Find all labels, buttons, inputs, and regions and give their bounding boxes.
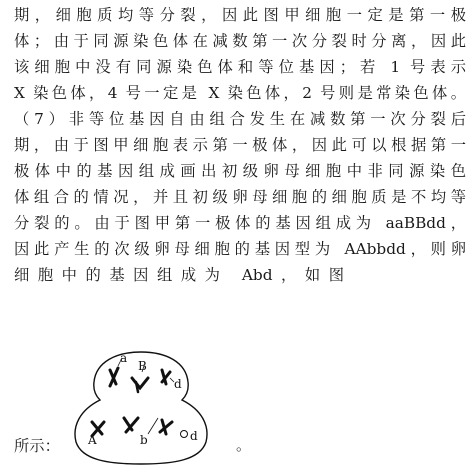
label-B-top: B (138, 359, 147, 373)
label-d-bottom: d (190, 429, 198, 443)
text-line-5: （7）非等位基因自由组合发生在减数第一次分裂后 (14, 110, 466, 128)
text-line-2: 体；由于同源染色体在减数第一次分裂时分离，因此 (14, 32, 466, 50)
label-d-top: d (174, 377, 182, 391)
answer-paragraph (14, 2, 466, 288)
lower-chromosomes (92, 418, 172, 436)
label-A-bottom: A (88, 433, 97, 447)
text-line-11: 细胞中的基因组成为 Abd，如图 (14, 266, 344, 284)
text-line-7: 极体中的基因组成画出初级卵母细胞中非同源染色 (14, 162, 466, 180)
cell-division-diagram (66, 348, 216, 466)
text-line-1: 期，细胞质均等分裂，因此图甲细胞一定是第一极 (14, 6, 466, 24)
figure-caption: 所示： (14, 437, 60, 455)
text-line-10: 因此产生的次级卵母细胞的基因型为 AAbbdd，则卵 (14, 240, 466, 258)
text-line-9: 分裂的。由于图甲第一极体的基因组成为 aaBBdd， (14, 214, 466, 232)
caption-end-mark: 。 (236, 436, 252, 454)
text-line-3: 该细胞中没有同源染色体和等位基因；若 1 号表示 (14, 58, 466, 76)
label-a-top: a (120, 351, 128, 365)
label-b-bottom: b (140, 433, 148, 447)
text-line-4: X 染色体，4 号一定是 X 染色体，2 号则是常染色体。 (14, 84, 466, 102)
text-line-8: 体组合的情况，并且初级卵母细胞的细胞质是不均等 (14, 188, 466, 206)
text-line-6: 期，由于图甲细胞表示第一极体，因此可以根据第一 (14, 136, 466, 154)
